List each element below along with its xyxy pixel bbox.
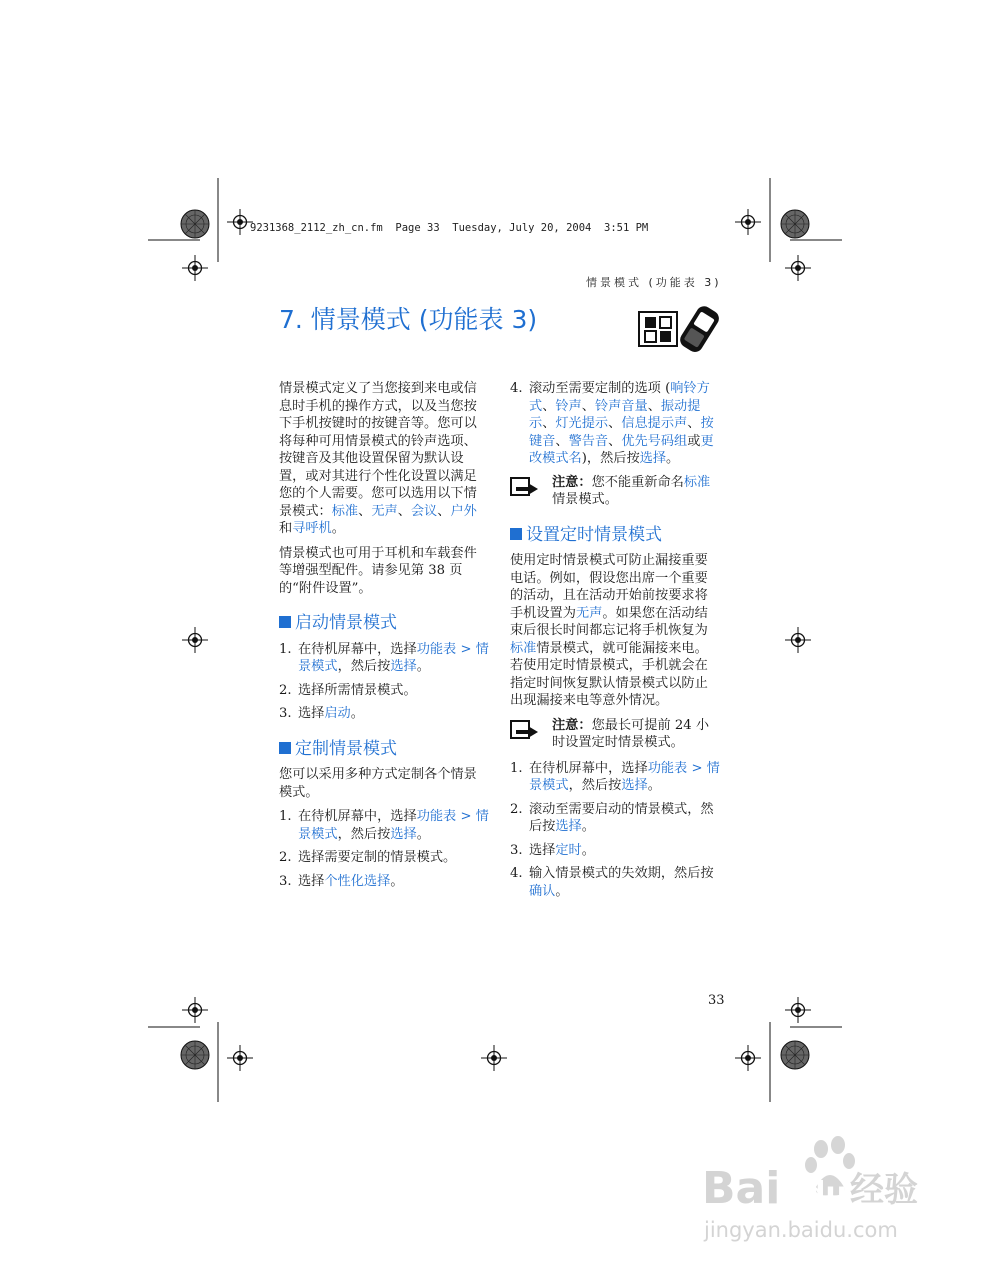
svg-text:du: du xyxy=(804,1176,847,1211)
profile-silent: 无声 xyxy=(371,503,398,519)
profile-meeting: 会议 xyxy=(410,503,438,519)
chapter-title: 7. 情景模式 (功能表 3) xyxy=(279,305,538,334)
list-item: 2. 选择所需情景模式。 xyxy=(279,682,417,698)
svg-text:经验: 经验 xyxy=(850,1170,918,1210)
baidu-jingyan-logo xyxy=(700,1135,950,1274)
list-item: 3. 选择启动。 xyxy=(279,706,364,721)
profile-outdoor: 户外 xyxy=(450,503,477,519)
list-item: 1. 在待机屏幕中，选择功能表 > 情景模式，然后按选择。 xyxy=(279,809,489,842)
page-number: 33 xyxy=(708,993,725,1008)
note-hand-icon xyxy=(510,476,540,498)
list-item: 2. 选择需要定制的情景模式。 xyxy=(279,850,457,865)
note-timed: 注意：您最长可提前 24 小时设置定时情景模式。 xyxy=(510,717,720,752)
list-item: 4. 输入情景模式的失效期，然后按确认。 xyxy=(510,866,714,899)
section-heading-timed: 设置定时情景模式 xyxy=(510,527,720,545)
section-heading-activate: 启动情景模式 xyxy=(279,615,489,633)
activate-steps xyxy=(279,641,489,723)
note-hand-icon xyxy=(510,719,540,741)
file-header: 9231368_2112_zh_cn.fm Page 33 Tuesday, July 20, 2004 3:51 PM xyxy=(250,222,649,234)
customize-steps-continued xyxy=(510,380,720,468)
intro-paragraph-2: 情景模式也可用于耳机和车载套件等增强型配件。请参见第 38 页的“附件设置”。 xyxy=(279,545,477,596)
customize-paragraph: 您可以采用多种方式定制各个情景模式。 xyxy=(279,767,477,800)
list-item: 2. 滚动至需要启动的情景模式，然后按选择。 xyxy=(510,801,714,834)
profile-standard: 标准 xyxy=(331,503,359,519)
list-item: 1. 在待机屏幕中，选择功能表 > 情景模式，然后按选择。 xyxy=(279,641,489,674)
list-item: 3. 选择个性化选择。 xyxy=(279,873,404,889)
left-column xyxy=(279,380,489,896)
right-column xyxy=(510,380,720,906)
timed-steps xyxy=(510,760,720,901)
section-heading-customize: 定制情景模式 xyxy=(279,741,489,759)
list-item: 1. 在待机屏幕中，选择功能表 > 情景模式，然后按选择。 xyxy=(510,760,720,793)
svg-text:Bai: Bai xyxy=(702,1163,781,1214)
profiles-phone-icon xyxy=(637,304,725,354)
timed-paragraph: 使用定时情景模式可防止漏接重要电话。例如，假设您出席一个重要的活动，且在活动开始前按要求将手机设置为无声。如果您在活动结束后很长时间都忘记将手机恢复为标准情景模式，就可能漏接来电。若使用定时情景模式，手机就会在指定时间恢复默认情景模式以防止出现漏接来电等意外情况。 xyxy=(510,553,708,708)
note-rename: 注意：您不能重新命名标准情景模式。 xyxy=(510,474,720,509)
list-item: 4. 滚动至需要定制的选项 (响铃方式、铃声、铃声音量、振动提示、灯光提示、信息提示声、按键音、警告音、优先号码组或更改模式名)，然后按选择。 xyxy=(510,381,714,466)
customize-steps xyxy=(279,808,489,890)
running-head: 情景模式 (功能表 3) xyxy=(586,276,722,289)
profile-pager: 寻呼机 xyxy=(292,521,332,536)
intro-paragraph: 情景模式定义了当您接到来电或信息时手机的操作方式，以及当您按下手机按键时的按键音等。您可以将每种可用情景模式的铃声选项、按键音及其他设置保留为默认设置，或对其进行个性化设置以满足您的个人需要。您可以选用以下情景模式：标准、无声、会议、户外和寻呼机。 xyxy=(279,381,477,536)
svg-text:jingyan.baidu.com: jingyan.baidu.com xyxy=(704,1218,898,1242)
list-item: 3. 选择定时。 xyxy=(510,842,595,858)
